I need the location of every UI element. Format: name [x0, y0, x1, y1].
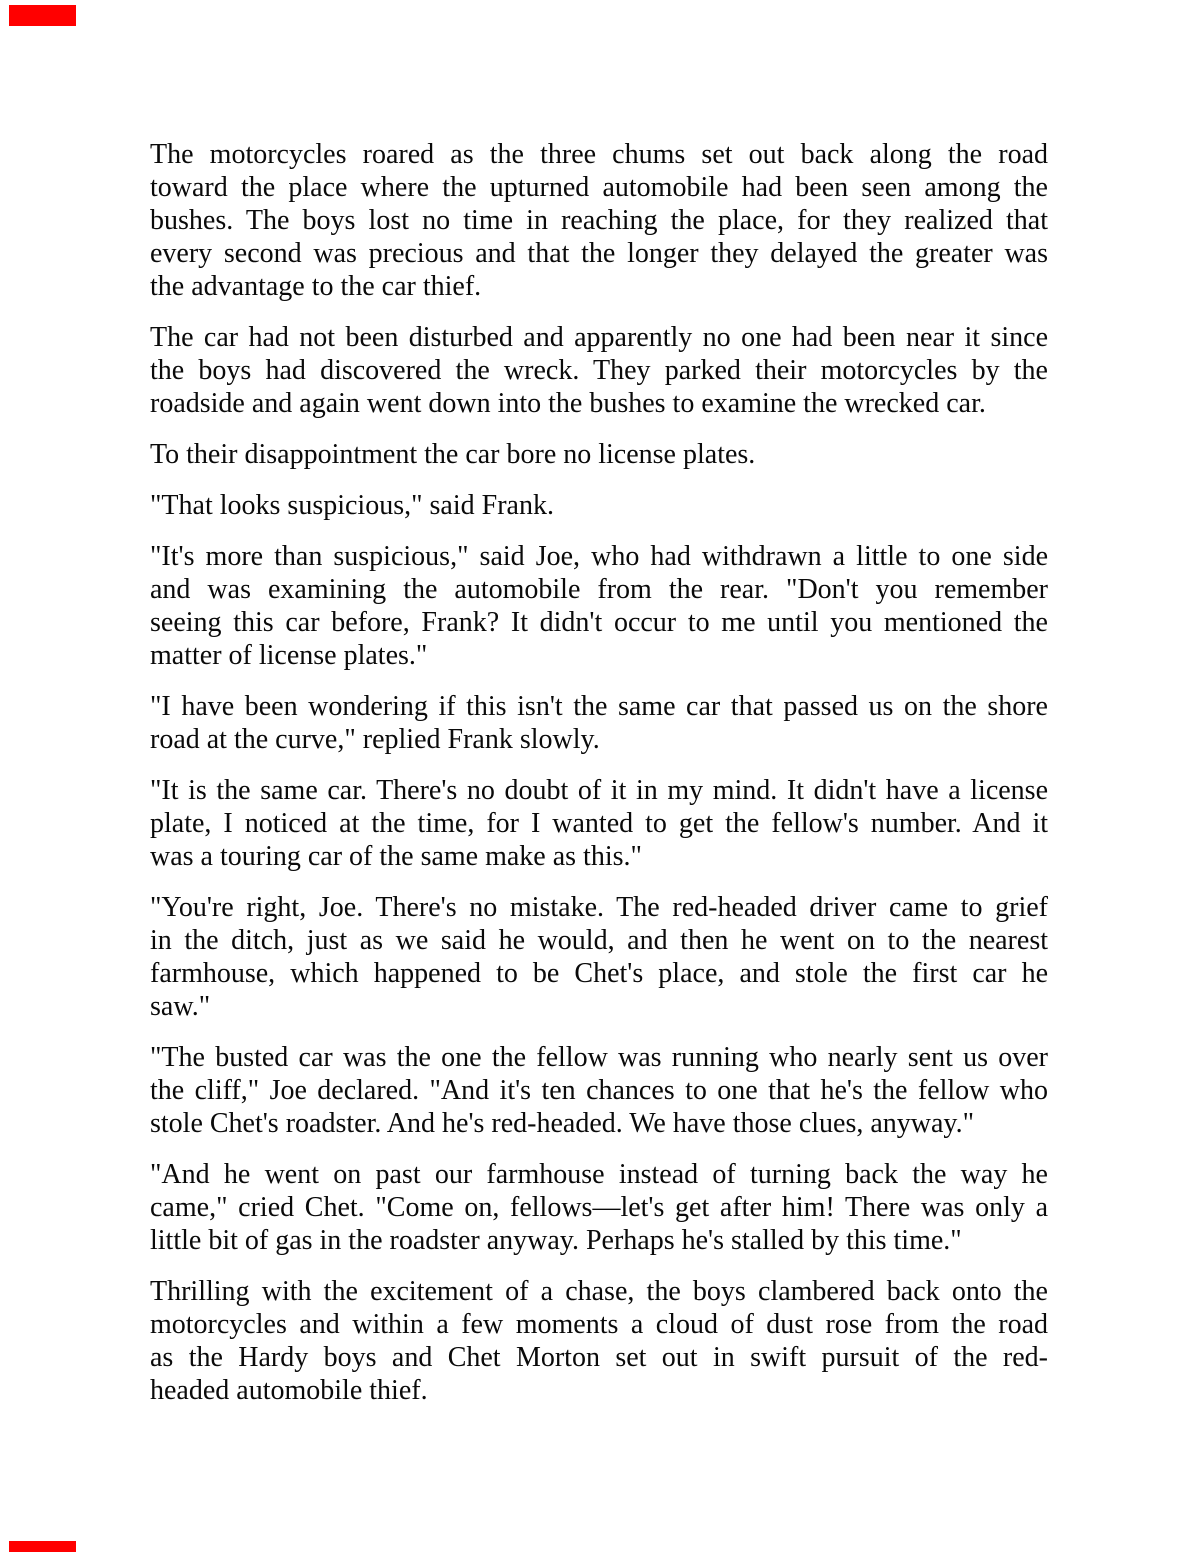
paragraph — [150, 891, 1048, 1023]
text-line: the cliff," Joe declared. "And it's ten chances to one that he's the fellow who — [150, 1075, 1048, 1106]
red-marker-top — [9, 5, 76, 26]
text-line: To their disappointment the car bore no license plates. — [150, 439, 756, 470]
text-line: The car had not been disturbed and apparently no one had been near it since — [150, 322, 1048, 353]
text-line: "The busted car was the one the fellow was running who nearly sent us over — [150, 1042, 1048, 1073]
paragraph — [150, 1041, 1048, 1140]
text-line: "I have been wondering if this isn't the same car that passed us on the shore — [150, 691, 1048, 722]
text-line: the boys had discovered the wreck. They parked their motorcycles by the — [150, 355, 1048, 386]
text-line: headed automobile thief. — [150, 1375, 428, 1406]
text-line: Thrilling with the excitement of a chase, the boys clambered back onto the — [150, 1276, 1048, 1307]
text-column — [150, 138, 1048, 1425]
paragraph — [150, 1275, 1048, 1407]
text-line: and was examining the automobile from the rear. "Don't you remember — [150, 574, 1048, 605]
paragraph — [150, 1158, 1048, 1257]
text-line: motorcycles and within a few moments a cloud of dust rose from the road — [150, 1309, 1048, 1340]
text-line: bushes. The boys lost no time in reaching the place, for they realized that — [150, 205, 1048, 236]
text-line: roadside and again went down into the bushes to examine the wrecked car. — [150, 388, 986, 419]
paragraph — [150, 540, 1048, 672]
paragraph — [150, 138, 1048, 303]
text-line: The motorcycles roared as the three chums set out back along the road — [150, 139, 1048, 170]
text-line: "It's more than suspicious," said Joe, who had withdrawn a little to one side — [150, 541, 1048, 572]
text-line: "That looks suspicious," said Frank. — [150, 490, 554, 521]
paragraph — [150, 774, 1048, 873]
text-line: "And he went on past our farmhouse instead of turning back the way he — [150, 1159, 1048, 1190]
text-line: farmhouse, which happened to be Chet's place, and stole the first car he — [150, 958, 1048, 989]
text-line: came," cried Chet. "Come on, fellows—let's get after him! There was only a — [150, 1192, 1048, 1223]
text-line: in the ditch, just as we said he would, and then he went on to the nearest — [150, 925, 1048, 956]
text-line: "It is the same car. There's no doubt of it in my mind. It didn't have a license — [150, 775, 1048, 806]
text-line: toward the place where the upturned automobile had been seen among the — [150, 172, 1048, 203]
paragraph — [150, 438, 1048, 471]
text-line: "You're right, Joe. There's no mistake. The red-headed driver came to grief — [150, 892, 1048, 923]
red-marker-bottom — [9, 1541, 76, 1552]
text-line: matter of license plates." — [150, 640, 428, 671]
text-line: seeing this car before, Frank? It didn't occur to me until you mentioned the — [150, 607, 1048, 638]
text-line: the advantage to the car thief. — [150, 271, 482, 302]
text-line: saw." — [150, 991, 211, 1022]
text-line: plate, I noticed at the time, for I wanted to get the fellow's number. And it — [150, 808, 1048, 839]
text-line: road at the curve," replied Frank slowly. — [150, 724, 600, 755]
paragraph — [150, 489, 1048, 522]
text-line: every second was precious and that the longer they delayed the greater was — [150, 238, 1048, 269]
text-line: stole Chet's roadster. And he's red-headed. We have those clues, anyway." — [150, 1108, 975, 1139]
text-line: little bit of gas in the roadster anyway. Perhaps he's stalled by this time." — [150, 1225, 962, 1256]
text-line: was a touring car of the same make as this." — [150, 841, 642, 872]
text-line: as the Hardy boys and Chet Morton set out in swift pursuit of the red- — [150, 1342, 1048, 1373]
paragraph — [150, 690, 1048, 756]
paragraph — [150, 321, 1048, 420]
